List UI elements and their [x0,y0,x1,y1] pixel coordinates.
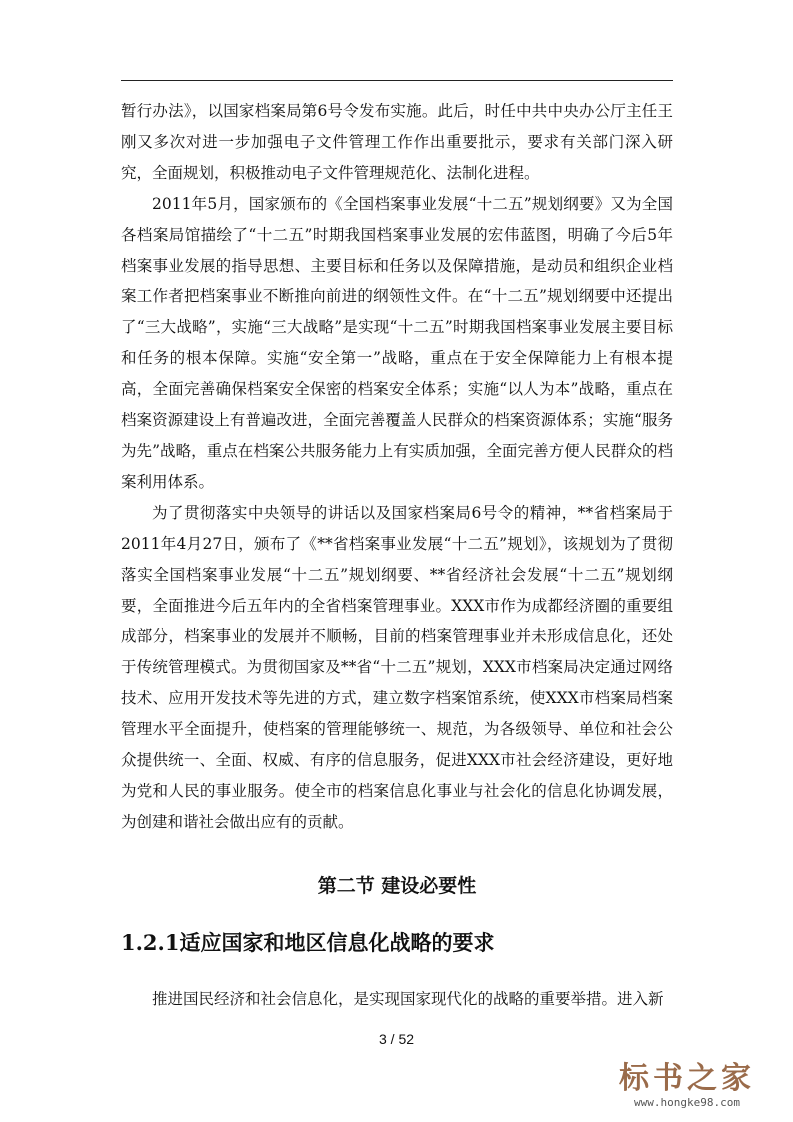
paragraph-1: 暂行办法》，以国家档案局第6号令发布实施。此后，时任中共中央办公厅主任王刚又多次对进一步加强电子文件管理工作作出重要批示，要求有关部门深入研究，全面规划，积极推动电子文件管理规范化、法制化进程。 [121,102,673,182]
subsection-paragraph: 推进国民经济和社会信息化，是实现国家现代化的战略的重要举措。进入新 [152,990,664,1008]
document-body [121,96,673,838]
watermark-logo-text: 标书之家 [619,1061,755,1096]
header-rule [121,80,673,81]
watermark-url: www.hongke98.com [634,1096,740,1109]
paragraph-2: 2011年5月，国家颁布的《全国档案事业发展“十二五”规划纲要》又为全国各档案局馆描绘了“十二五”时期我国档案事业发展的宏伟蓝图，明确了今后5年档案事业发展的指导思想、主要目标和任务以及保障措施，是动员和组织企业档案工作者把档案事业不断推向前进的纲领性文件。在“十二五”规划纲要中还提出了“三大战略”，实施“三大战略”是实现“十二五”时期我国档案事业发展主要目标和任务的根本保障。实施“安全第一”战略，重点在于安全保障能力上有根本提高，全面完善确保档案安全保密的档案安全体系；实施“以人为本”战略，重点在档案资源建设上有普遍改进，全面完善覆盖人民群众的档案资源体系；实施“服务为先”战略，重点在档案公共服务能力上有实质加强，全面完善方便人民群众的档案利用体系。 [121,194,673,491]
section-title: 第二节 建设必要性 [317,875,477,897]
paragraph-3: 为了贯彻落实中央领导的讲话以及国家档案局6号令的精神，**省档案局于2011年4月27日，颁布了《**省档案事业发展“十二五”规划》，该规划为了贯彻落实全国档案事业发展“十二五”规划纲要、**省经济社会发展“十二五”规划纲要，全面推进今后五年内的全省档案管理事业。XXX市作为成都经济圈的重要组成部分，档案事业的发展并不顺畅，目前的档案管理事业并未形成信息化，还处于传统管理模式。为贯彻国家及**省“十二五”规划，XXX市档案局决定通过网络技术、应用开发技术等先进的方式，建立数字档案馆系统，使XXX市档案局档案管理水平全面提升，使档案的管理能够统一、规范，为各级领导、单位和社会公众提供统一、全面、权威、有序的信息服务，促进XXX市社会经济建设，更好地为党和人民的事业服务。使全市的档案信息化事业与社会化的信息化协调发展，为创建和谐社会做出应有的贡献。 [121,503,673,831]
page-number: 3 / 52 [378,1031,415,1047]
subsection-title: 1.2.1适应国家和地区信息化战略的要求 [121,930,495,955]
watermark-logo [597,1062,777,1110]
